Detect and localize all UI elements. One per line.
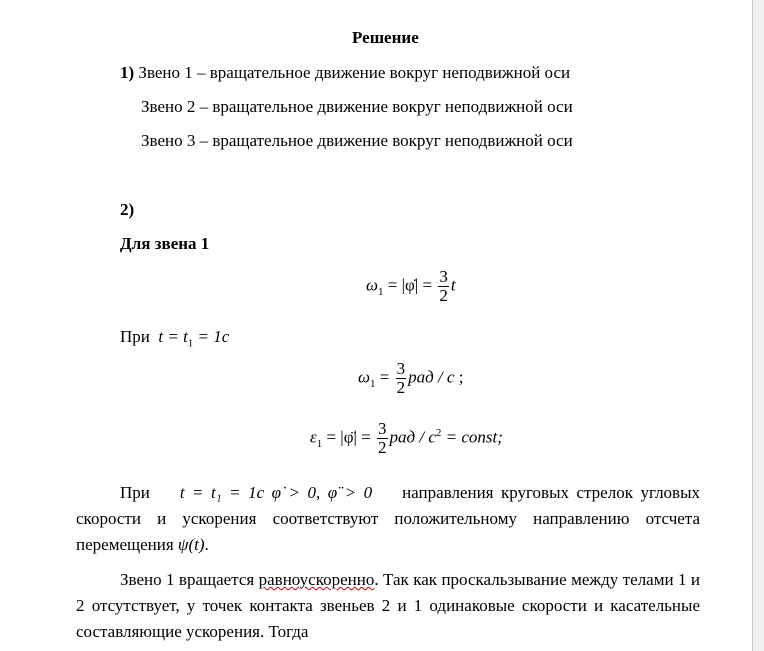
- page-margin-area: [753, 0, 764, 651]
- paragraph-uniform-acceleration: Звено 1 вращается равноускоренно. Так как проскальзывание между телами 1 и 2 отсутствует, у точек контакта звеньев 2 и 1 одинаковые скорости и касательные составляющие ускорения. Тогда: [76, 570, 701, 641]
- line-link-2: Звено 2 – вращательное движение вокруг неподвижной оси: [141, 97, 573, 116]
- equation-omega-value: $\omega_1$ = $\frac{3}{2}$ рад / c ;: [358, 359, 464, 397]
- line-link-3: Звено 3 – вращательное движение вокруг неподвижной оси: [141, 131, 573, 150]
- equation-epsilon: $\varepsilon_1$ = |φ̈| = $\frac{3}{2}$ рад / $c^2$ = const;: [310, 419, 503, 457]
- section-2-number: 2): [120, 200, 135, 219]
- section-number: 1): [120, 63, 135, 82]
- link-1-heading: Для звена 1: [120, 234, 210, 253]
- spellcheck-word[interactable]: равноускоренно: [258, 570, 375, 589]
- heading-solution: Решение: [352, 28, 419, 47]
- line-link-1: [120, 63, 570, 83]
- link-1-text: Звено 1 – вращательное движение вокруг неподвижной оси: [138, 63, 571, 82]
- equation-omega: $\omega_1$ = |φ̇| = $\frac{3}{2}$ t: [366, 267, 456, 305]
- condition-line: При $t = t_1 = 1c$: [120, 327, 230, 350]
- paragraph-directions: При t = t₁ = 1c φ̇ > 0, φ̈ > 0 направления круговых стрелок угловых скорости и ускорения соответствуют положительному направлению отсчета перемещения ψ(t).: [76, 483, 701, 554]
